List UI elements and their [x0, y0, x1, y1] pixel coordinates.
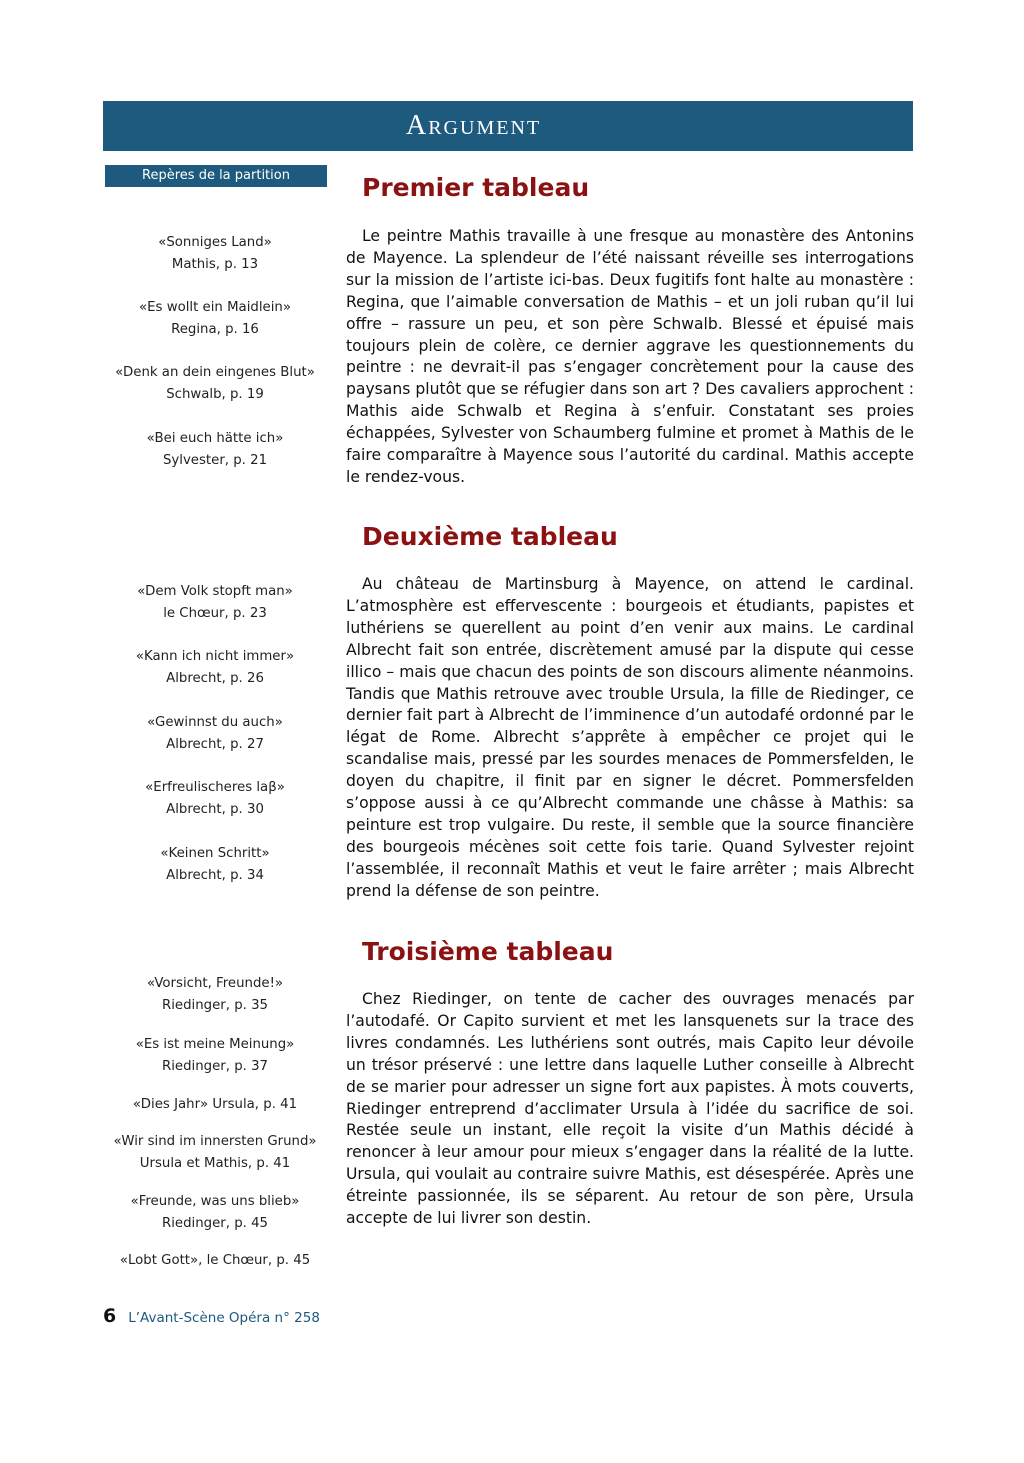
reference-item [103, 712, 327, 756]
reference-item [103, 1191, 327, 1235]
reference-title: «Denk an dein eingenes Blut» [115, 365, 315, 380]
reference-page: Riedinger, p. 37 [161, 1059, 269, 1074]
section-text-1: Le peintre Mathis travaille à une fresque au monastère des Antonins de Mayence. La splendeur de l’été naissant réveille ses interrogations sur la mission de l’artiste ici-bas. Deux fugitifs font halte au monastère : Regina, que l’aimable conversation de Mathis – et un joli ruban qu’il lui offre – rassure un peu, et son père Schwalb. Blessé et épuisé mais toujours plein de colère, ce dernier aggrave les questionnements du peintre : ne devrait-il pas s’engager concrètement pour la cause des paysans plutôt que se réfugier dans son art ? Des cavaliers approchent : Mathis aide Schwalb et Regina à s’enfuir. Constatant ses proies échappées, Sylvester von Schaumberg fulmine et promet à Mathis de le faire comparaître à Mayence sous l’autorité du cardinal. Mathis accepte le rendez-vous. [346, 227, 914, 486]
reference-page: Mathis, p. 13 [171, 257, 259, 272]
reference-page: le Chœur, p. 23 [163, 606, 267, 621]
reference-item [103, 297, 327, 341]
reference-title: «Kann ich nicht immer» [135, 649, 295, 664]
reference-page: Sylvester, p. 21 [162, 453, 268, 468]
reference-item [103, 843, 327, 887]
reference-title: «Sonniges Land» [158, 235, 272, 250]
reference-item [103, 581, 327, 625]
magazine-name: L’Avant-Scène Opéra n° 258 [128, 1310, 320, 1326]
reference-item [103, 646, 327, 690]
reference-title: «Lobt Gott», le Chœur, p. 45 [119, 1253, 311, 1268]
reference-page: Ursula et Mathis, p. 41 [139, 1156, 291, 1171]
reference-title: «Keinen Schritt» [160, 846, 270, 861]
reference-title: «Dies Jahr» Ursula, p. 41 [132, 1097, 298, 1112]
score-references-heading: Repères de la partition [105, 165, 327, 187]
reference-title: «Wir sind im innersten Grund» [113, 1134, 317, 1149]
reference-page: Albrecht, p. 26 [166, 671, 264, 686]
reference-title: «Dem Volk stopft man» [137, 584, 293, 599]
page-number: 6 [103, 1305, 117, 1327]
reference-item [103, 973, 327, 1017]
reference-item [103, 1131, 327, 1175]
reference-item [103, 1034, 327, 1078]
section-heading-1: Premier tableau [362, 173, 590, 202]
reference-page: Riedinger, p. 35 [161, 998, 269, 1013]
page-footer [103, 1305, 320, 1327]
reference-item [103, 1094, 327, 1116]
section-heading-3: Troisième tableau [362, 937, 614, 966]
reference-title: «Erfreulischeres laβ» [145, 780, 285, 795]
reference-item [103, 1250, 327, 1272]
reference-title: «Freunde, was uns blieb» [130, 1194, 300, 1209]
reference-title: «Bei euch hätte ich» [146, 431, 284, 446]
section-text-2: Au château de Martinsburg à Mayence, on attend le cardinal. L’atmosphère est effervescente : bourgeois et étudiants, papistes et luthériens se querellent au point d’en venir aux mains. Le cardinal Albrecht fait son entrée, discrètement amusé par la dispute qui cesse illico – mais que chacun des points de son discours alimente néanmoins. Tandis que Mathis retrouve avec trouble Ursula, la fille de Riedinger, ce dernier fait part à Albrecht de l’imminence d’un autodafé ordonné par le légat de Rome. Albrecht s’apprête à empêcher ce projet qui le scandalise mais, pressé par les sourdes menaces de Pommersfelden, le doyen du chapitre, il finit par en signer le décret. Pommersfelden s’oppose aussi à ce qu’Albrecht commande une châsse à Mathis: sa peinture est trop vulgaire. Du reste, il semble que la source financière des bourgeois mécènes soit cette fois tarie. Quand Sylvester rejoint l’assemblée, il reconnaît Mathis et veut le faire arrêter ; mais Albrecht prend la défense de son peintre. [346, 575, 914, 900]
section-text-3: Chez Riedinger, on tente de cacher des ouvrages menacés par l’autodafé. Or Capito survient et met les lansquenets sur la trace des livres condamnés. Les luthériens sont outrés, mais Capito leur dévoile un trésor préservé : une lettre dans laquelle Luther conseille à Albrecht de se marier pour adresser un signe fort aux papistes. À mots couverts, Riedinger entreprend d’acclimater Ursula à l’idée du sacrifice de soi. Restée seule un instant, elle reçoit la visite d’un Mathis décidé à renoncer à leur amour pour mieux s’engager dans la réalité de la lutte. Ursula, qui voulait au contraire suivre Mathis, est désespérée. Après une étreinte passionnée, ils se séparent. Au retour de son père, Ursula accepte de lui livrer son destin. [346, 990, 914, 1228]
section-heading-2: Deuxième tableau [362, 522, 618, 551]
argument-banner [103, 101, 913, 151]
reference-item [103, 428, 327, 472]
reference-title: «Es wollt ein Maidlein» [139, 300, 291, 315]
reference-title: «Gewinnst du auch» [147, 715, 283, 730]
reference-item [103, 232, 327, 276]
reference-page: Albrecht, p. 30 [166, 802, 264, 817]
reference-title: «Vorsicht, Freunde!» [146, 976, 284, 991]
reference-title: «Es ist meine Meinung» [135, 1037, 295, 1052]
reference-page: Schwalb, p. 19 [166, 387, 264, 402]
banner-title: Argument [406, 110, 542, 141]
reference-page: Albrecht, p. 34 [166, 868, 264, 883]
reference-page: Albrecht, p. 27 [166, 737, 264, 752]
reference-page: Riedinger, p. 45 [161, 1216, 269, 1231]
reference-item [103, 777, 327, 821]
reference-item [103, 362, 327, 406]
reference-page: Regina, p. 16 [171, 322, 259, 337]
